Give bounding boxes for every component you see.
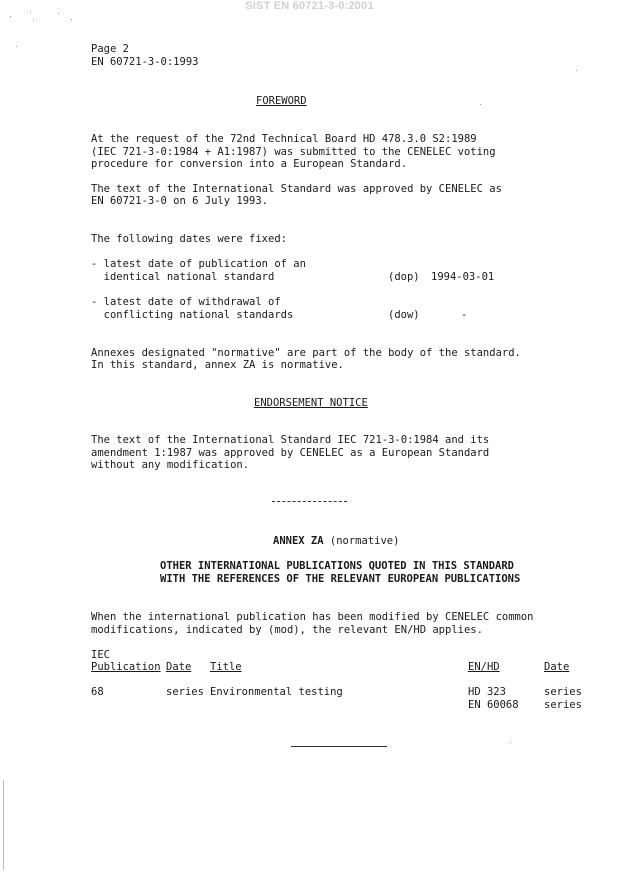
date-item-dop-value: 1994-03-01 <box>431 271 495 283</box>
table-cell-publication: 68 <box>91 686 104 698</box>
dates-intro: The following dates were fixed: <box>91 233 287 245</box>
annex-title <box>273 535 399 548</box>
annex-title-label: ANNEX ZA <box>273 535 324 547</box>
date-item-dop-line1: - latest date of publication of an <box>91 258 306 270</box>
document-watermark: SIST EN 60721-3-0:2001 <box>245 0 374 12</box>
foreword-paragraph-line: (IEC 721-3-0:1984 + A1:1987) was submitted to the CENELEC voting <box>91 146 496 158</box>
endorsement-text-line: The text of the International Standard IEC 721-3-0:1984 and its <box>91 434 490 446</box>
approval-paragraph-line: EN 60721-3-0 on 6 July 1993. <box>91 195 269 207</box>
scan-speck <box>71 19 72 20</box>
table-header-en-date: Date <box>544 661 570 673</box>
table-header-title: Title <box>210 661 242 673</box>
table-cell-en-date: series <box>544 699 582 711</box>
scan-edge-line <box>3 780 4 870</box>
scan-speck <box>576 70 577 71</box>
date-item-dop-code: (dop) <box>388 271 420 283</box>
scan-speck <box>510 742 511 743</box>
scan-speck <box>10 16 11 17</box>
table-header-date: Date <box>166 661 192 673</box>
date-item-dow-line2: conflicting national standards <box>91 309 294 321</box>
annex-note-line: Annexes designated "normative" are part of the body of the standard. <box>91 347 521 359</box>
end-rule <box>291 746 387 747</box>
annex-subtitle-line: OTHER INTERNATIONAL PUBLICATIONS QUOTED IN THIS STANDARD <box>160 560 515 572</box>
table-cell-date: series <box>166 686 204 698</box>
scan-speck <box>58 13 59 14</box>
date-item-dop-line2: identical national standard <box>91 271 275 283</box>
table-header-en-hd: EN/HD <box>468 661 500 673</box>
date-item-dow-value: - <box>461 309 468 321</box>
foreword-heading: FOREWORD <box>256 95 307 107</box>
scan-speck <box>30 12 31 13</box>
scan-speck <box>480 104 481 105</box>
annex-intro-line: When the international publication has been modified by CENELEC common <box>91 611 534 623</box>
scan-speck <box>33 20 34 21</box>
date-item-dow-line1: - latest date of withdrawal of <box>91 296 281 308</box>
table-cell-en-date: series <box>544 686 582 698</box>
table-cell-en-hd: EN 60068 <box>468 699 519 711</box>
date-item-dow-code: (dow) <box>388 309 420 321</box>
document-number: EN 60721-3-0:1993 <box>91 56 199 68</box>
section-separator-dashes <box>272 501 347 502</box>
table-cell-en-hd: HD 323 <box>468 686 506 698</box>
annex-title-qualifier: (normative) <box>323 535 400 547</box>
table-cell-title: Environmental testing <box>210 686 343 698</box>
endorsement-text-line: amendment 1:1987 was approved by CENELEC as a European Standard <box>91 447 490 459</box>
scan-speck <box>16 46 17 47</box>
page-number: Page 2 <box>91 43 129 55</box>
table-header-publication: Publication <box>91 661 161 673</box>
table-header-iec: IEC <box>91 649 110 661</box>
approval-paragraph-line: The text of the International Standard was approved by CENELEC as <box>91 183 502 195</box>
annex-note-line: In this standard, annex ZA is normative. <box>91 359 344 371</box>
foreword-paragraph-line: At the request of the 72nd Technical Board HD 478.3.0 S2:1989 <box>91 133 477 145</box>
annex-intro-line: modifications, indicated by (mod), the relevant EN/HD applies. <box>91 624 483 636</box>
foreword-paragraph-line: procedure for conversion into a European Standard. <box>91 158 408 170</box>
endorsement-heading: ENDORSEMENT NOTICE <box>254 397 368 409</box>
annex-subtitle-line: WITH THE REFERENCES OF THE RELEVANT EUROPEAN PUBLICATIONS <box>160 573 521 585</box>
endorsement-text-line: without any modification. <box>91 459 250 471</box>
